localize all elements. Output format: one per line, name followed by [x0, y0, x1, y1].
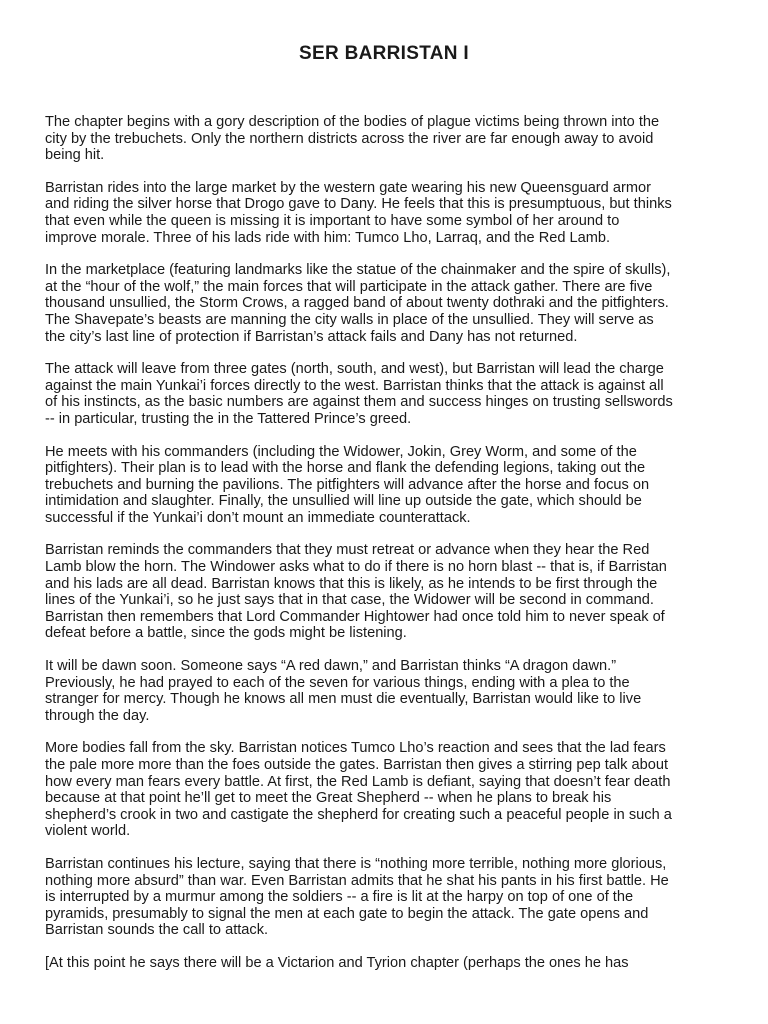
text-line: of his instincts, as the basic numbers are against them and success hinges on trusting sellswords: [45, 394, 673, 411]
text-line: the pale more more than the foes outside the gates. Barristan then gives a stirring pep talk about: [45, 757, 669, 773]
text-line: Lamb blow the horn. The Windower asks what to do if there is no horn blast -- that is, if Barristan: [45, 559, 667, 576]
text-line: violent world.: [45, 823, 131, 840]
text-line: In the marketplace (featuring landmarks like the statue of the chainmaker and the spire of skulls),: [45, 262, 671, 279]
text-line: trebuchets and burning the pavilions. The pitfighters will advance after the horse and focus on: [45, 476, 650, 493]
text-line: Barristan then remembers that Lord Commander Hightower had once told him to never speak of: [45, 608, 665, 625]
text-line: thousand unsullied, the Storm Crows, a ragged band of about twenty dothraki and the pitfighters.: [45, 295, 669, 312]
text-line: because at that point he’ll get to meet the Great Shepherd -- when he plans to break his: [45, 790, 612, 807]
text-line: nothing more absurd” than war. Even Barristan admits that he shat his pants in his first battle. He: [45, 872, 669, 889]
text-line: It will be dawn soon. Someone says “A red dawn,” and Barristan thinks “A dragon dawn.”: [45, 658, 617, 675]
text-line: Barristan rides into the large market by the western gate wearing his new Queensguard armor: [45, 179, 651, 196]
text-line: stranger for mercy. Though he knows all men must die eventually, Barristan would like to live: [45, 691, 642, 708]
text-line: and riding the silver horse that Drogo gave to Dany. He feels that this is presumptuous, but thinks: [45, 196, 672, 213]
text-line: [At this point he says there will be a Victarion and Tyrion chapter (perhaps the ones he has: [45, 954, 629, 971]
text-line: Previously, he had prayed to each of the seven for various things, ending with a plea to the: [45, 674, 630, 691]
paragraph: [45, 180, 735, 246]
text-line: The attack will leave from three gates (north, south, and west), but Barristan will lead the charge: [45, 361, 664, 378]
text-line: defeat before a battle, since the gods might be listening.: [45, 625, 407, 642]
text-line: Barristan sounds the call to attack.: [45, 922, 269, 939]
paragraph: [45, 361, 735, 427]
text-line: intimidation and slaughter. Finally, the unsullied will line up outside the gate, which should be: [45, 493, 642, 510]
paragraph: [45, 542, 735, 642]
paragraph: [45, 658, 735, 724]
text-line: pitfighters). Their plan is to lead with the horse and flank the defending legions, taking out the: [45, 460, 646, 477]
document-body: [45, 114, 735, 988]
page-title: SER BARRISTAN I: [299, 43, 469, 64]
text-line: More bodies fall from the sky. Barristan notices Tumco Lho’s reaction and sees that the lad fears: [45, 740, 666, 757]
text-line: the city’s last line of protection if Barristan’s attack fails and Dany has not returned.: [45, 328, 578, 345]
text-line: how every man fears every battle. At first, the Red Lamb is defiant, saying that doesn’t fear death: [45, 773, 671, 790]
text-line: successful if the Yunkai’i don’t mount an immediate counterattack.: [45, 509, 471, 526]
text-line: The Shavepate’s beasts are manning the city walls in place of the unsullied. They will serve as: [45, 311, 654, 328]
text-line: being hit.: [45, 147, 105, 164]
text-line: at the “hour of the wolf,” the main forces that will participate in the attack gather. There are five: [45, 278, 653, 295]
paragraph: [45, 955, 735, 972]
text-line: Barristan continues his lecture, saying that there is “nothing more terrible, nothing more glorious,: [45, 855, 667, 872]
text-line: that even while the queen is missing it is important to have some symbol of her around to: [45, 212, 620, 229]
text-line: shepherd’s crook in two and castigate the shepherd for creating such a peaceful people in such a: [45, 806, 672, 823]
text-line: He meets with his commanders (including the Widower, Jokin, Grey Worm, and some of the: [45, 443, 637, 460]
text-line: The chapter begins with a gory description of the bodies of plague victims being thrown into the: [45, 114, 660, 130]
text-line: Barristan reminds the commanders that they must retreat or advance when they hear the Red: [45, 542, 650, 559]
text-line: improve morale. Three of his lads ride with him: Tumco Lho, Larraq, and the Red Lamb.: [45, 229, 611, 246]
text-line: against the main Yunkai’i forces directly to the west. Barristan thinks that the attack is against all: [45, 377, 664, 394]
text-line: -- in particular, trusting the in the Tattered Prince’s greed.: [45, 410, 412, 427]
text-line: through the day.: [45, 707, 150, 724]
paragraph: [45, 262, 735, 345]
text-line: and his lads are all dead. Barristan knows that this is likely, as he intends to be first through the: [45, 575, 658, 592]
paragraph: [45, 740, 735, 840]
text-line: is interrupted by a murmur among the soldiers -- a fire is lit at the harpy on top of one of the: [45, 889, 634, 906]
text-line: lines of the Yunkai’i, so he just says that in that case, the Widower will be second in command.: [45, 592, 654, 609]
paragraph: [45, 444, 735, 527]
text-line: city by the trebuchets. Only the northern districts across the river are far enough away to avoid: [45, 130, 654, 147]
paragraph: [45, 856, 735, 939]
paragraph: [45, 114, 735, 164]
text-line: pyramids, presumably to signal the men at each gate to begin the attack. The gate opens and: [45, 905, 649, 922]
